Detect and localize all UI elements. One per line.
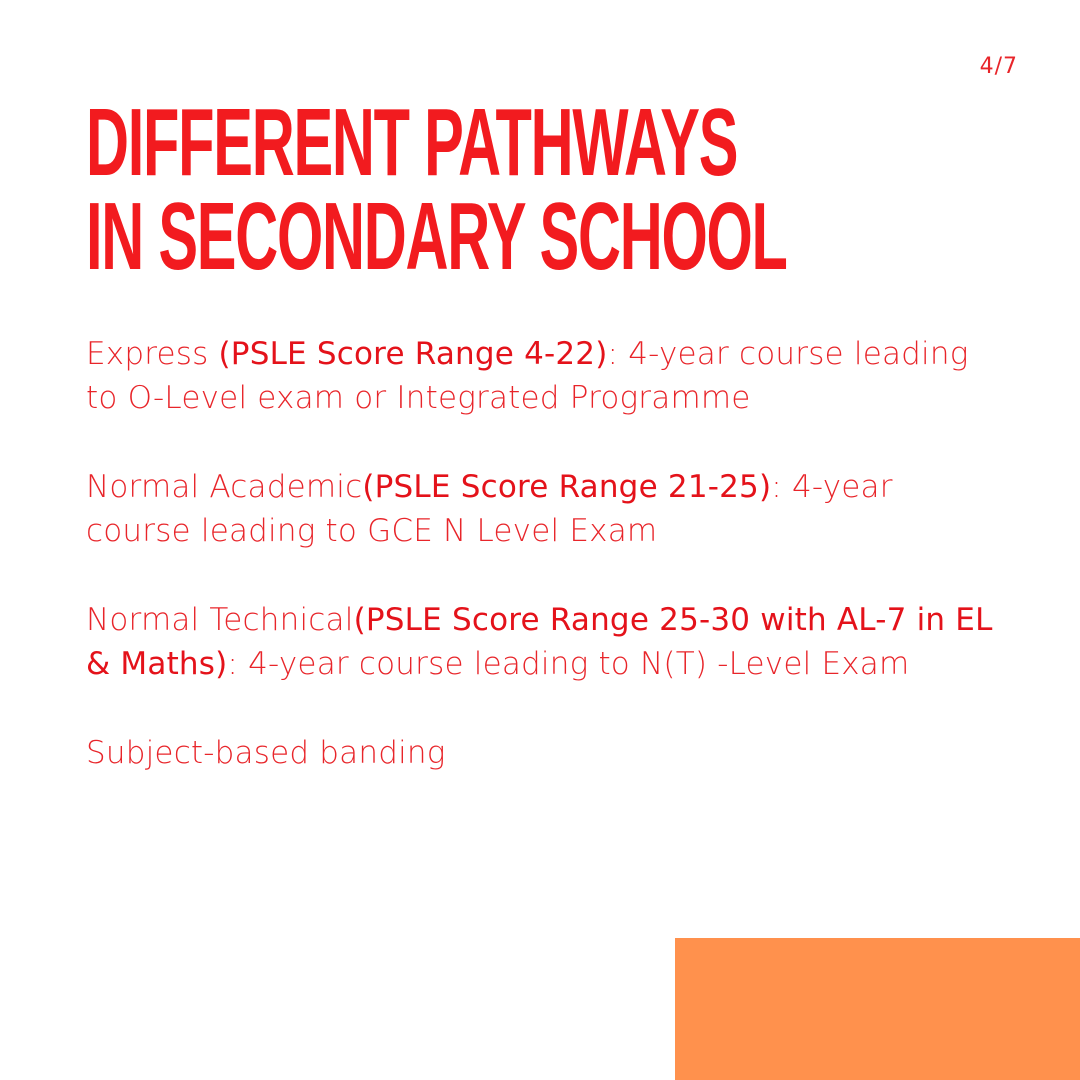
pathways-list (86, 332, 1006, 820)
footer-item-label: Subject-based banding (86, 735, 446, 771)
pathway-name: Express (86, 336, 219, 372)
pathway-description: : 4-year course leading to N(T) -Level Exam (227, 646, 910, 682)
pathway-score-range: (PSLE Score Range 25-30 with AL-7 in EL & Maths) (86, 602, 993, 682)
title-line-2: IN SECONDARY SCHOOL (86, 183, 787, 290)
page-number: 4/7 (979, 54, 1018, 79)
pathway-normal-technical (86, 598, 1006, 686)
pathway-normal-academic (86, 465, 1006, 553)
pathway-description: : 4-year course leading to O-Level exam or Integrated Programme (86, 336, 969, 416)
pathway-score-range: (PSLE Score Range 4-22) (218, 336, 608, 372)
pathway-express (86, 332, 1006, 420)
pathway-description: : 4-year course leading to GCE N Level Exam (86, 469, 893, 549)
pathway-name: Normal Academic (86, 469, 363, 505)
title-line-1: DIFFERENT PATHWAYS (86, 89, 738, 196)
pathway-score-range: (PSLE Score Range 21-25) (362, 469, 772, 505)
page-title (86, 89, 787, 290)
decorative-orange-block (675, 938, 1080, 1080)
subject-based-banding (86, 731, 1006, 775)
pathway-name: Normal Technical (86, 602, 354, 638)
